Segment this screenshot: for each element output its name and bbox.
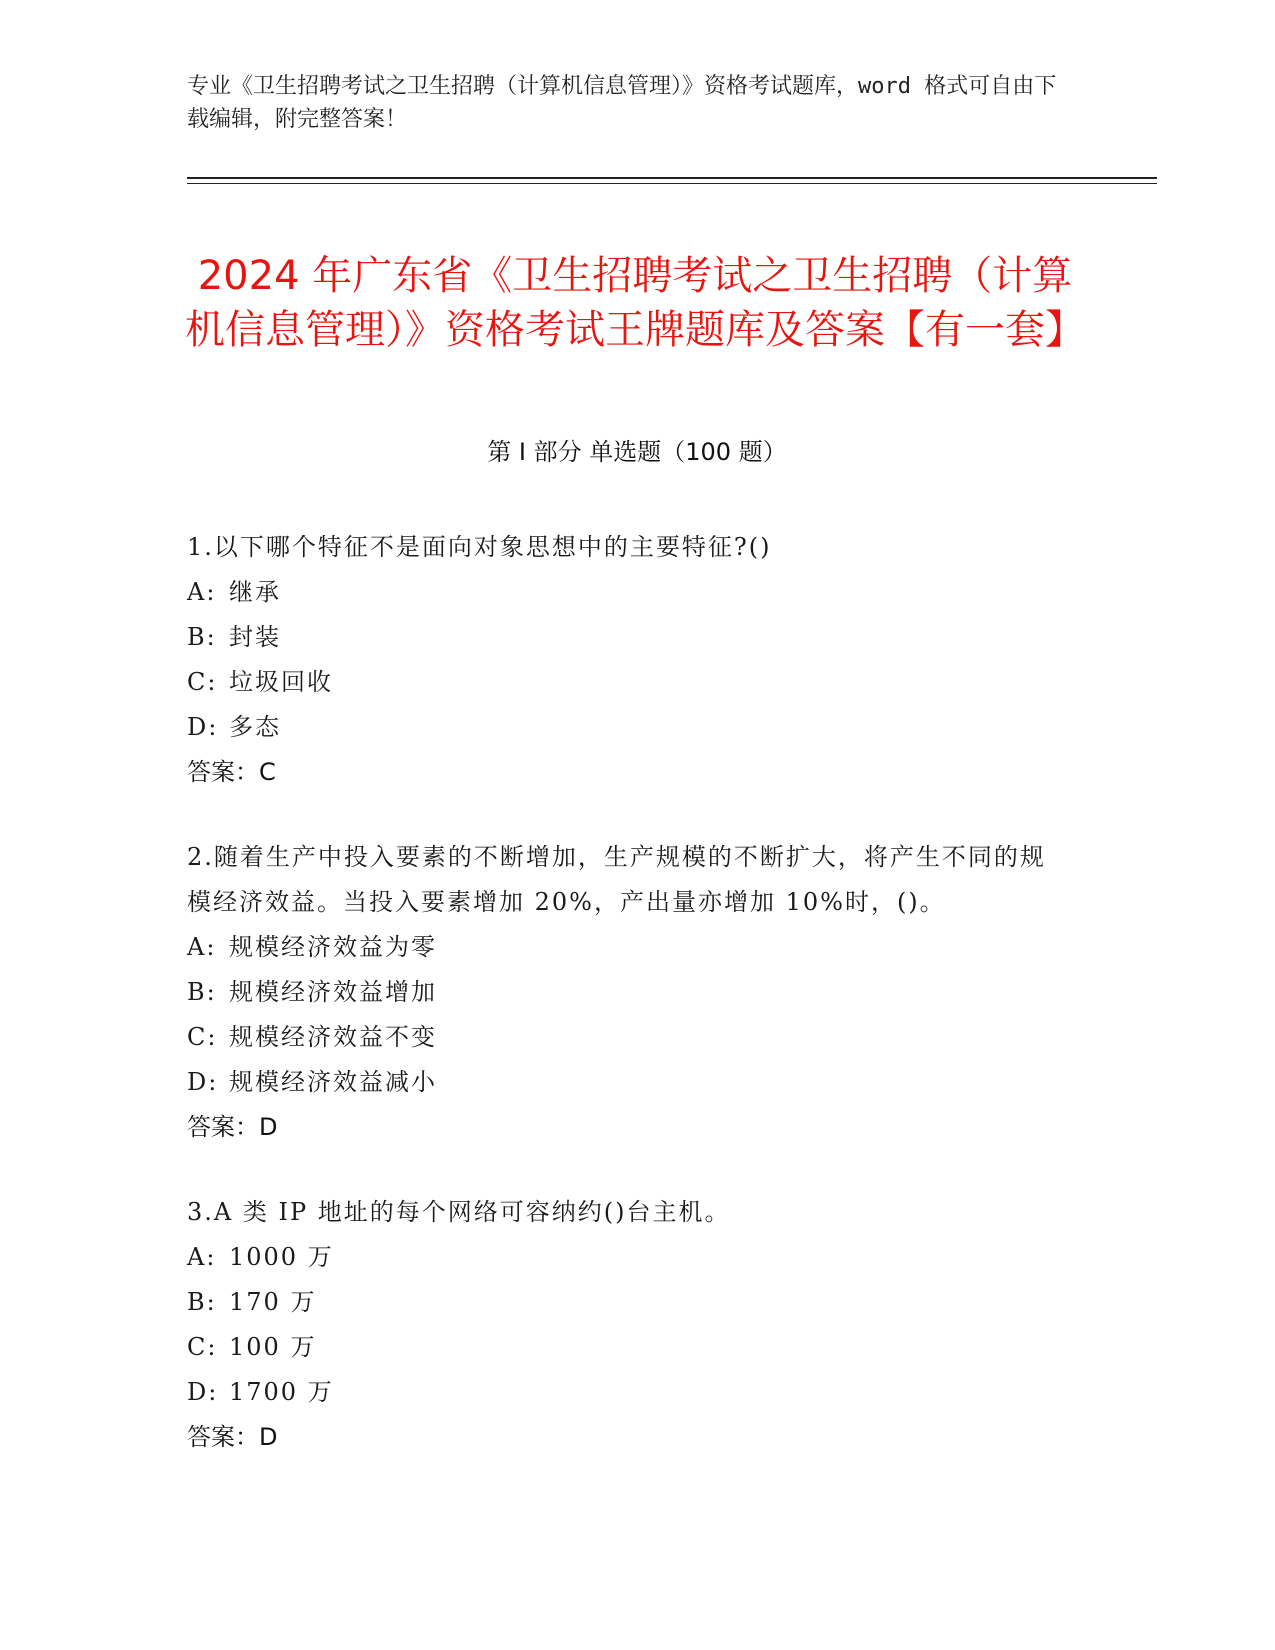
option-a (187, 570, 1067, 615)
option-letter: A: (187, 933, 217, 961)
option-b (187, 970, 1067, 1015)
question-2 (187, 835, 1067, 1150)
document-title: 2024 年广东省《卫生招聘考试之卫生招聘（计算机信息管理）》资格考试王牌题库及答案【有一套】 (185, 252, 1085, 353)
option-letter: C: (187, 668, 218, 696)
option-a (187, 925, 1067, 970)
option-text: 规模经济效益增加 (229, 978, 437, 1006)
option-letter: C: (187, 1333, 218, 1361)
option-b (187, 615, 1067, 660)
answer-prefix: 答案： (187, 1113, 259, 1141)
option-letter: A: (187, 1243, 217, 1271)
header-divider-thick (187, 177, 1157, 179)
option-text: 1700 万 (229, 1378, 334, 1406)
answer-line (187, 1415, 1067, 1460)
answer-value: D (259, 1423, 278, 1451)
option-d (187, 705, 1067, 750)
section-title: 第 I 部分 单选题（100 题） (487, 438, 787, 466)
question-list (187, 525, 1067, 1500)
option-text: 规模经济效益不变 (229, 1023, 437, 1051)
option-text: 170 万 (229, 1288, 317, 1316)
question-stem: 2.随着生产中投入要素的不断增加，生产规模的不断扩大，将产生不同的规模经济效益。当投入要素增加 20%，产出量亦增加 10%时，()。 (187, 843, 1046, 916)
option-text: 规模经济效益减小 (229, 1068, 437, 1096)
answer-value: C (259, 758, 276, 786)
question-1 (187, 525, 1067, 795)
option-letter: A: (187, 578, 217, 606)
option-text: 1000 万 (229, 1243, 334, 1271)
option-letter: D: (187, 1068, 219, 1096)
option-d (187, 1370, 1067, 1415)
option-text: 规模经济效益为零 (229, 933, 437, 961)
option-b (187, 1280, 1067, 1325)
question-stem: 3.A 类 IP 地址的每个网络可容纳约()台主机。 (187, 1198, 731, 1226)
option-text: 垃圾回收 (229, 668, 333, 696)
option-text: 封装 (229, 623, 281, 651)
option-text: 继承 (229, 578, 281, 606)
answer-prefix: 答案： (187, 758, 259, 786)
question-3 (187, 1190, 1067, 1460)
option-letter: C: (187, 1023, 218, 1051)
question-stem: 1.以下哪个特征不是面向对象思想中的主要特征?() (187, 533, 772, 561)
option-c (187, 1325, 1067, 1370)
option-a (187, 1235, 1067, 1280)
option-c (187, 1015, 1067, 1060)
option-text: 多态 (229, 713, 281, 741)
option-d (187, 1060, 1067, 1105)
option-letter: B: (187, 978, 217, 1006)
option-letter: D: (187, 1378, 219, 1406)
answer-value: D (259, 1113, 278, 1141)
option-letter: B: (187, 623, 217, 651)
answer-line (187, 1105, 1067, 1150)
answer-prefix: 答案： (187, 1423, 259, 1451)
option-c (187, 660, 1067, 705)
option-text: 100 万 (229, 1333, 317, 1361)
option-letter: B: (187, 1288, 217, 1316)
header-note: 专业《卫生招聘考试之卫生招聘（计算机信息管理）》资格考试题库，word 格式可自由下载编辑，附完整答案！ (187, 74, 1057, 132)
answer-line (187, 750, 1067, 795)
option-letter: D: (187, 713, 219, 741)
header-divider-thin (187, 183, 1157, 184)
